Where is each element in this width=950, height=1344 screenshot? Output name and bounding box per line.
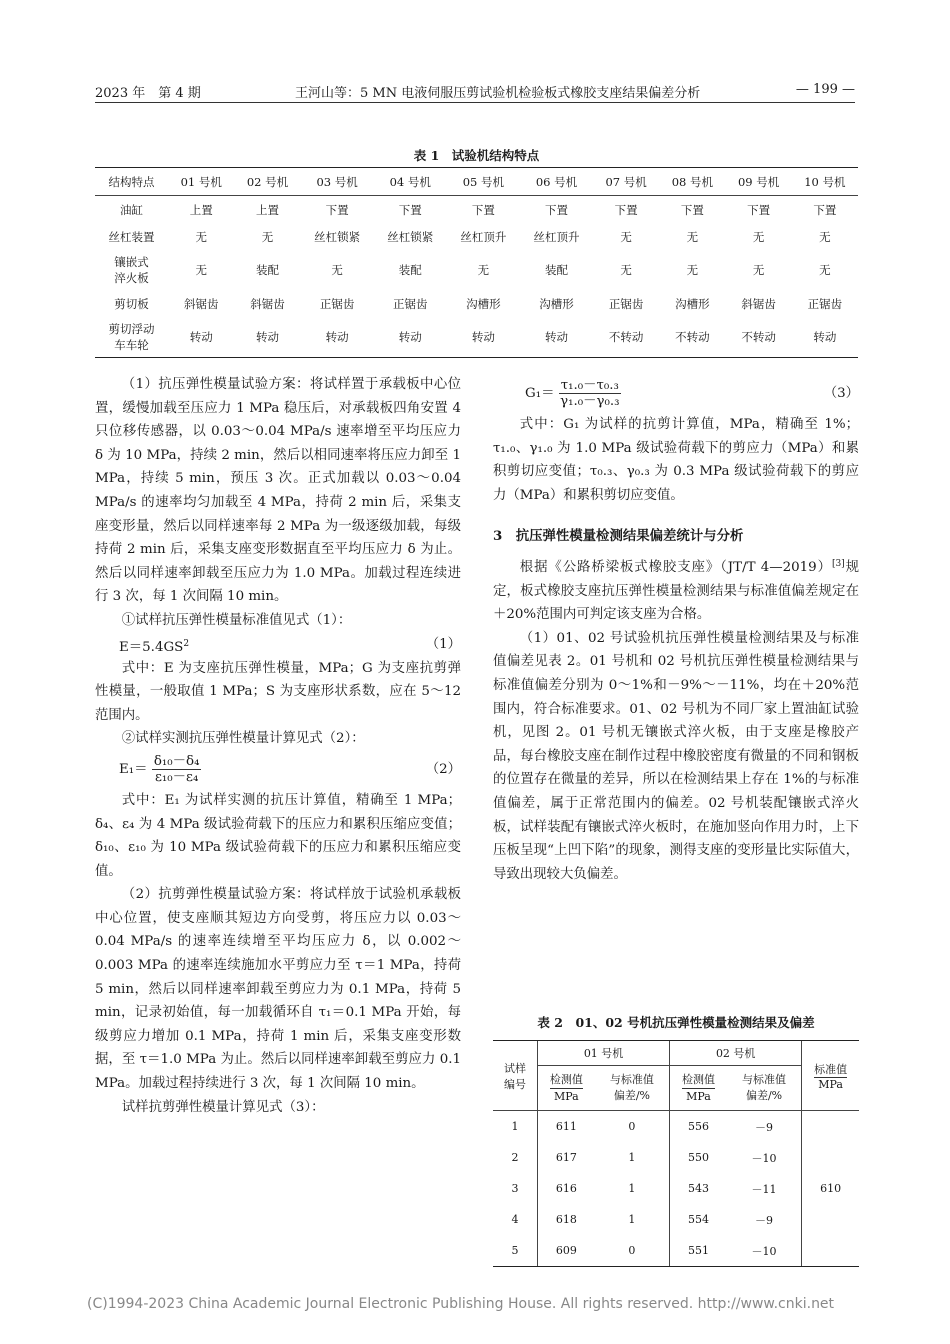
table2-cell: 4 bbox=[511, 1213, 519, 1226]
table1-cell: 转动 bbox=[520, 317, 593, 358]
table2-standard-value: 610 bbox=[802, 1111, 859, 1267]
table1-cell: 正锯齿 bbox=[608, 296, 644, 311]
equation-number: （3） bbox=[823, 386, 859, 401]
head-line: MPa bbox=[553, 1089, 579, 1103]
table1-row bbox=[95, 290, 858, 317]
table1-cell: 无 bbox=[620, 263, 632, 277]
table2-cell: 618 bbox=[538, 1204, 595, 1235]
paragraph: 试样抗剪弹性模量计算见式（3）： bbox=[121, 1099, 325, 1115]
table1-cell: 装配 bbox=[255, 263, 279, 277]
equation-number: （2） bbox=[425, 761, 461, 777]
table1-cell: 无 bbox=[331, 263, 343, 277]
table1-cell: 丝杠顶升 bbox=[533, 229, 580, 244]
table2-cell: 1 bbox=[511, 1120, 519, 1133]
label-line: 车车轮 bbox=[114, 338, 149, 352]
table1-row-label: 丝杠装置 bbox=[108, 229, 155, 244]
table1-cell: 正锯齿 bbox=[807, 296, 843, 311]
table2-cell: 556 bbox=[670, 1111, 727, 1143]
copyright-footer: (C)1994-2023 China Academic Journal Electronic Publishing House. All rights reserved. http://www.cnki.net bbox=[87, 1296, 835, 1312]
table1-cell: 转动 bbox=[234, 317, 300, 358]
table1-row bbox=[95, 223, 858, 250]
table1-cell: 不转动 bbox=[593, 317, 659, 358]
page-number: — 199 — bbox=[795, 82, 855, 97]
fraction-numerator: δ₁₀－δ₄ bbox=[153, 753, 200, 769]
table2-head-measured bbox=[538, 1066, 595, 1111]
table1-cell: 正锯齿 bbox=[319, 296, 355, 311]
equation-3 bbox=[493, 375, 859, 413]
table1-row-label: 剪切板 bbox=[114, 296, 149, 311]
paragraph-text: 规定，板式橡胶支座抗压弹性模量检测结果与标准值偏差规定在＋20%范围内可判定该支座为合格。 bbox=[493, 559, 859, 623]
table1-header-row bbox=[95, 168, 858, 196]
table1-row-label: 油缸 bbox=[120, 202, 144, 217]
table1-cell: 转动 bbox=[168, 317, 234, 358]
table2-cell: 609 bbox=[538, 1235, 595, 1267]
table2-cell: 550 bbox=[670, 1142, 727, 1173]
running-title: 王河山等：5 MN 电液伺服压剪试验机检验板式橡胶支座结果偏差分析 bbox=[295, 86, 701, 101]
equation-fraction bbox=[152, 754, 202, 785]
paragraph: ①试样抗压弹性模量标准值见式（1）： bbox=[121, 612, 352, 628]
table2-cell: 543 bbox=[670, 1173, 727, 1204]
table1-cell: 无 bbox=[195, 263, 207, 277]
paragraph: （1）抗压弹性模量试验方案：将试样置于承载板中心位置，缓慢加载至压应力 1 MPa 稳压后，对承载板四角安置 4 只位移传感器，以 0.03～0.04 MPa/s 速率增至平均压应力 δ 为 10 MPa，持续 2 min，然后以相同速率将压应力卸至 1 MPa，持续 5 min，预压 3 次。正式加载以 0.03～0.04 MPa/s 的速率均匀加载至 4 MPa，持荷 2 min 后，采集支座变形量，然后以同样速率每 2 MPa 为一级逐级加载，每级持荷 2 min 后，采集支座变形数据直至平均压应力 δ 为止。然后以同样速率卸载至压应力为 1.0 MPa。加载过程连续进行 3 次，每 1 次间隔 10 min。 bbox=[95, 377, 461, 605]
table1-cell: 斜锯齿 bbox=[741, 296, 776, 311]
paragraph: ②试样实测抗压弹性模量计算见式（2）： bbox=[121, 731, 365, 747]
table2-cell: －11 bbox=[751, 1182, 777, 1196]
label-line: 淬火板 bbox=[114, 271, 149, 285]
section-heading: 3 抗压弹性模量检测结果偏差统计与分析 bbox=[493, 528, 744, 545]
label-line: 剪切浮动 bbox=[108, 322, 155, 336]
table1-head-cell: 06 号机 bbox=[520, 168, 593, 196]
head-line: 试样 bbox=[504, 1061, 526, 1075]
table1-cell: 无 bbox=[195, 229, 207, 244]
table1-cell: 上置 bbox=[255, 202, 279, 217]
running-header bbox=[95, 82, 855, 104]
table1-head-cell: 09 号机 bbox=[725, 168, 791, 196]
table1-cell: 转动 bbox=[301, 317, 374, 358]
table1-cell: 斜锯齿 bbox=[250, 296, 285, 311]
table1-cell: 沟槽形 bbox=[539, 296, 574, 311]
table1-cell: 丝杠锁紧 bbox=[387, 229, 434, 244]
table1-cell: 无 bbox=[819, 263, 831, 277]
table1-cell: 转动 bbox=[792, 317, 858, 358]
table2-row bbox=[493, 1111, 859, 1143]
table1-row-label bbox=[95, 250, 168, 290]
table2-cell: －10 bbox=[727, 1235, 802, 1267]
table1-head-cell: 10 号机 bbox=[792, 168, 858, 196]
table2-cell: 1 bbox=[628, 1182, 636, 1195]
paragraph: 式中：G₁ 为试样的抗剪计算值，MPa，精确至 1%；τ₁.₀、γ₁.₀ 为 1.0 MPa 级试验荷载下的剪应力（MPa）和累积剪切应变值；τ₀.₃、γ₀.₃ 为 0.3 MPa 级试验荷载下的剪应力（MPa）和累积剪切应变值。 bbox=[493, 417, 859, 503]
equation-fraction bbox=[559, 378, 621, 409]
header-rule bbox=[95, 102, 855, 103]
table2-cell: 1 bbox=[628, 1151, 636, 1164]
table2-head-machine2: 02 号机 bbox=[670, 1041, 802, 1066]
table2-cell: 551 bbox=[670, 1235, 727, 1267]
table2-head-deviation bbox=[595, 1066, 670, 1111]
label-line: 镶嵌式 bbox=[114, 255, 149, 269]
head-line: 编号 bbox=[504, 1077, 526, 1091]
head-line: 检测值 bbox=[682, 1072, 715, 1089]
table1-cell: 无 bbox=[752, 263, 765, 277]
equation-lhs: E₁＝ bbox=[119, 761, 148, 777]
table1-head-cell: 02 号机 bbox=[234, 168, 300, 196]
paragraph-text: 根据《公路桥梁板式橡胶支座》（JT/T 4—2019） bbox=[519, 559, 832, 575]
paragraph: （2）抗剪弹性模量试验方案：将试样放于试验机承载板中心位置，使支座顺其短边方向受剪，将压应力以 0.03～0.04 MPa/s 的速率连续增至平均压应力 δ，以 0.002～0.003 MPa 的速率连续施加水平剪应力至 τ＝1 MPa，持荷 5 min，然后以同样速率卸载至剪应力为 0.1 MPa，持荷 5 min，记录初始值，每一加载循环自 τ₁＝0.1 MPa 开始，每级剪应力增加 0.1 MPa，持荷 1 min 后，采集支座变形数据，至 τ＝1.0 MPa 为止。然后以同样速率卸载至剪应力 0.1 MPa。加载过程持续进行 3 次，每 1 次间隔 10 min。 bbox=[95, 887, 461, 1092]
equation-2 bbox=[95, 751, 461, 789]
table2-head-deviation bbox=[727, 1066, 802, 1111]
equation-exponent: 2 bbox=[183, 638, 190, 649]
head-line: 偏差/% bbox=[613, 1089, 650, 1102]
table2-cell: 616 bbox=[538, 1173, 595, 1204]
table1-cell: 下置 bbox=[614, 202, 638, 217]
head-line: 检测值 bbox=[550, 1072, 583, 1089]
left-column bbox=[95, 373, 461, 1119]
journal-issue: 2023 年 第 4 期 bbox=[95, 86, 201, 101]
table1-cell: 装配 bbox=[544, 263, 568, 277]
table1-cell: 上置 bbox=[189, 202, 213, 217]
table1-cell: 转动 bbox=[447, 317, 520, 358]
table1-head-cell: 03 号机 bbox=[301, 168, 374, 196]
table2-cell: 611 bbox=[538, 1111, 595, 1143]
table2-cell: －9 bbox=[755, 1120, 774, 1134]
equation-1 bbox=[95, 633, 461, 657]
head-line: 与标准值 bbox=[742, 1073, 787, 1086]
table1-cell: 无 bbox=[620, 229, 632, 244]
table1-cell: 装配 bbox=[398, 263, 422, 277]
table1-cell: 不转动 bbox=[659, 317, 725, 358]
table2-cell: 5 bbox=[493, 1235, 538, 1267]
table1-cell: 下置 bbox=[747, 202, 771, 217]
table1-cell: 无 bbox=[752, 229, 765, 244]
table1-cell: 下置 bbox=[544, 202, 568, 217]
table1-cell: 丝杠锁紧 bbox=[314, 229, 361, 244]
table1-head-cell: 05 号机 bbox=[447, 168, 520, 196]
table1-cell: 转动 bbox=[374, 317, 447, 358]
table2-head-machine1: 01 号机 bbox=[538, 1041, 670, 1066]
table1-cell: 无 bbox=[477, 263, 490, 277]
table1-cell: 无 bbox=[261, 229, 274, 244]
head-line: 与标准值 bbox=[609, 1073, 654, 1086]
table2-cell: 1 bbox=[628, 1213, 636, 1226]
fraction-denominator: γ₁.₀－γ₀.₃ bbox=[560, 394, 620, 409]
table1-head-cell: 08 号机 bbox=[659, 168, 725, 196]
fraction-numerator: τ₁.₀－τ₀.₃ bbox=[560, 378, 619, 393]
table2-cell: －10 bbox=[751, 1151, 777, 1165]
table1-row bbox=[95, 317, 858, 358]
equation-number: （1） bbox=[425, 636, 461, 652]
head-line: 偏差/% bbox=[745, 1089, 783, 1102]
citation: [3] bbox=[831, 558, 845, 569]
table1-cell: 无 bbox=[819, 229, 831, 244]
table2-head-measured bbox=[670, 1066, 727, 1111]
table1-head-cell: 01 号机 bbox=[168, 168, 234, 196]
table2-cell: 0 bbox=[595, 1235, 670, 1267]
table2-head-standard bbox=[802, 1041, 859, 1111]
paragraph bbox=[493, 553, 859, 627]
table1-cell: 丝杠顶升 bbox=[460, 229, 507, 244]
table1-head-cell: 07 号机 bbox=[593, 168, 659, 196]
table1-cell: 沟槽形 bbox=[675, 296, 710, 311]
table1-cell: 无 bbox=[686, 229, 699, 244]
table2-cell: 2 bbox=[511, 1151, 519, 1164]
table1-cell: 下置 bbox=[398, 202, 422, 217]
head-line: 标准值 bbox=[814, 1062, 848, 1076]
table1-cell: 不转动 bbox=[725, 317, 791, 358]
paragraph: 式中：E 为支座抗压弹性模量，MPa；G 为支座抗剪弹性模量，一般取值 1 MPa；S 为支座形状系数，应在 5～12 范围内。 bbox=[95, 660, 461, 723]
right-column bbox=[493, 375, 859, 886]
table1-row bbox=[95, 196, 858, 224]
table2-cell: 554 bbox=[670, 1204, 727, 1235]
head-line: MPa bbox=[818, 1077, 843, 1091]
equation-body: E＝5.4GS bbox=[119, 639, 184, 655]
table2-header-row bbox=[493, 1041, 859, 1066]
table2 bbox=[493, 1040, 859, 1267]
table1-caption: 表 1 试验机结构特点 bbox=[413, 148, 540, 163]
head-line: MPa bbox=[686, 1089, 711, 1103]
table2-cell: 3 bbox=[511, 1182, 519, 1195]
table2-cell: 617 bbox=[538, 1142, 595, 1173]
table2-caption: 表 2 01、02 号机抗压弹性模量检测结果及偏差 bbox=[537, 1015, 815, 1030]
table1-head-cell: 04 号机 bbox=[374, 168, 447, 196]
table2-cell: －9 bbox=[755, 1213, 774, 1227]
fraction-denominator: ε₁₀－ε₄ bbox=[154, 769, 199, 785]
table2-cell: 0 bbox=[628, 1120, 636, 1133]
table1-row-label bbox=[95, 317, 168, 358]
table1-head-cell: 结构特点 bbox=[95, 168, 168, 196]
paragraph: （1）01、02 号试验机抗压弹性模量检测结果及与标准值偏差见表 2。01 号机和 02 号机抗压弹性模量检测结果与标准值偏差分别为 0～1%和－9%～－11%，均在＋20%范围内，符合标准要求。01、02 号机为不同厂家上置油缸试验机，见图 2。01 号机无镶嵌式淬火板，由于支座是橡胶产品，每台橡胶支座在制作过程中橡胶密度有微量的不同和钢板的位置存在微量的差异，所以在检测结果上存在 1%的与标准值偏差，属于正常范围内的偏差。02 号机装配镶嵌式淬火板，试样装配有镶嵌式淬火板时，在施加竖向作用力时，上下压板呈现“上凹下陷”的现象，测得支座的变形量比实际值大，导致出现较大负偏差。 bbox=[493, 630, 859, 882]
table1 bbox=[95, 167, 858, 358]
table1-row bbox=[95, 250, 858, 290]
table1-cell: 斜锯齿 bbox=[183, 296, 219, 311]
table2-head-sample bbox=[493, 1041, 538, 1111]
table1-cell: 下置 bbox=[680, 202, 704, 217]
equation-lhs: G₁＝ bbox=[525, 386, 555, 401]
table1-cell: 无 bbox=[686, 263, 699, 277]
paragraph: 式中：E₁ 为试样实测的抗压计算值，精确至 1 MPa；δ₄、ε₄ 为 4 MPa 级试验荷载下的压应力和累积压缩应变值；δ₁₀、ε₁₀ 为 10 MPa 级试验荷载下的压应力和累积压缩应变值。 bbox=[95, 792, 461, 879]
table1-cell: 下置 bbox=[813, 202, 837, 217]
table1-cell: 下置 bbox=[325, 202, 349, 217]
table1-cell: 正锯齿 bbox=[392, 296, 428, 311]
table1-cell: 下置 bbox=[471, 202, 495, 217]
table1-cell: 沟槽形 bbox=[466, 296, 501, 311]
